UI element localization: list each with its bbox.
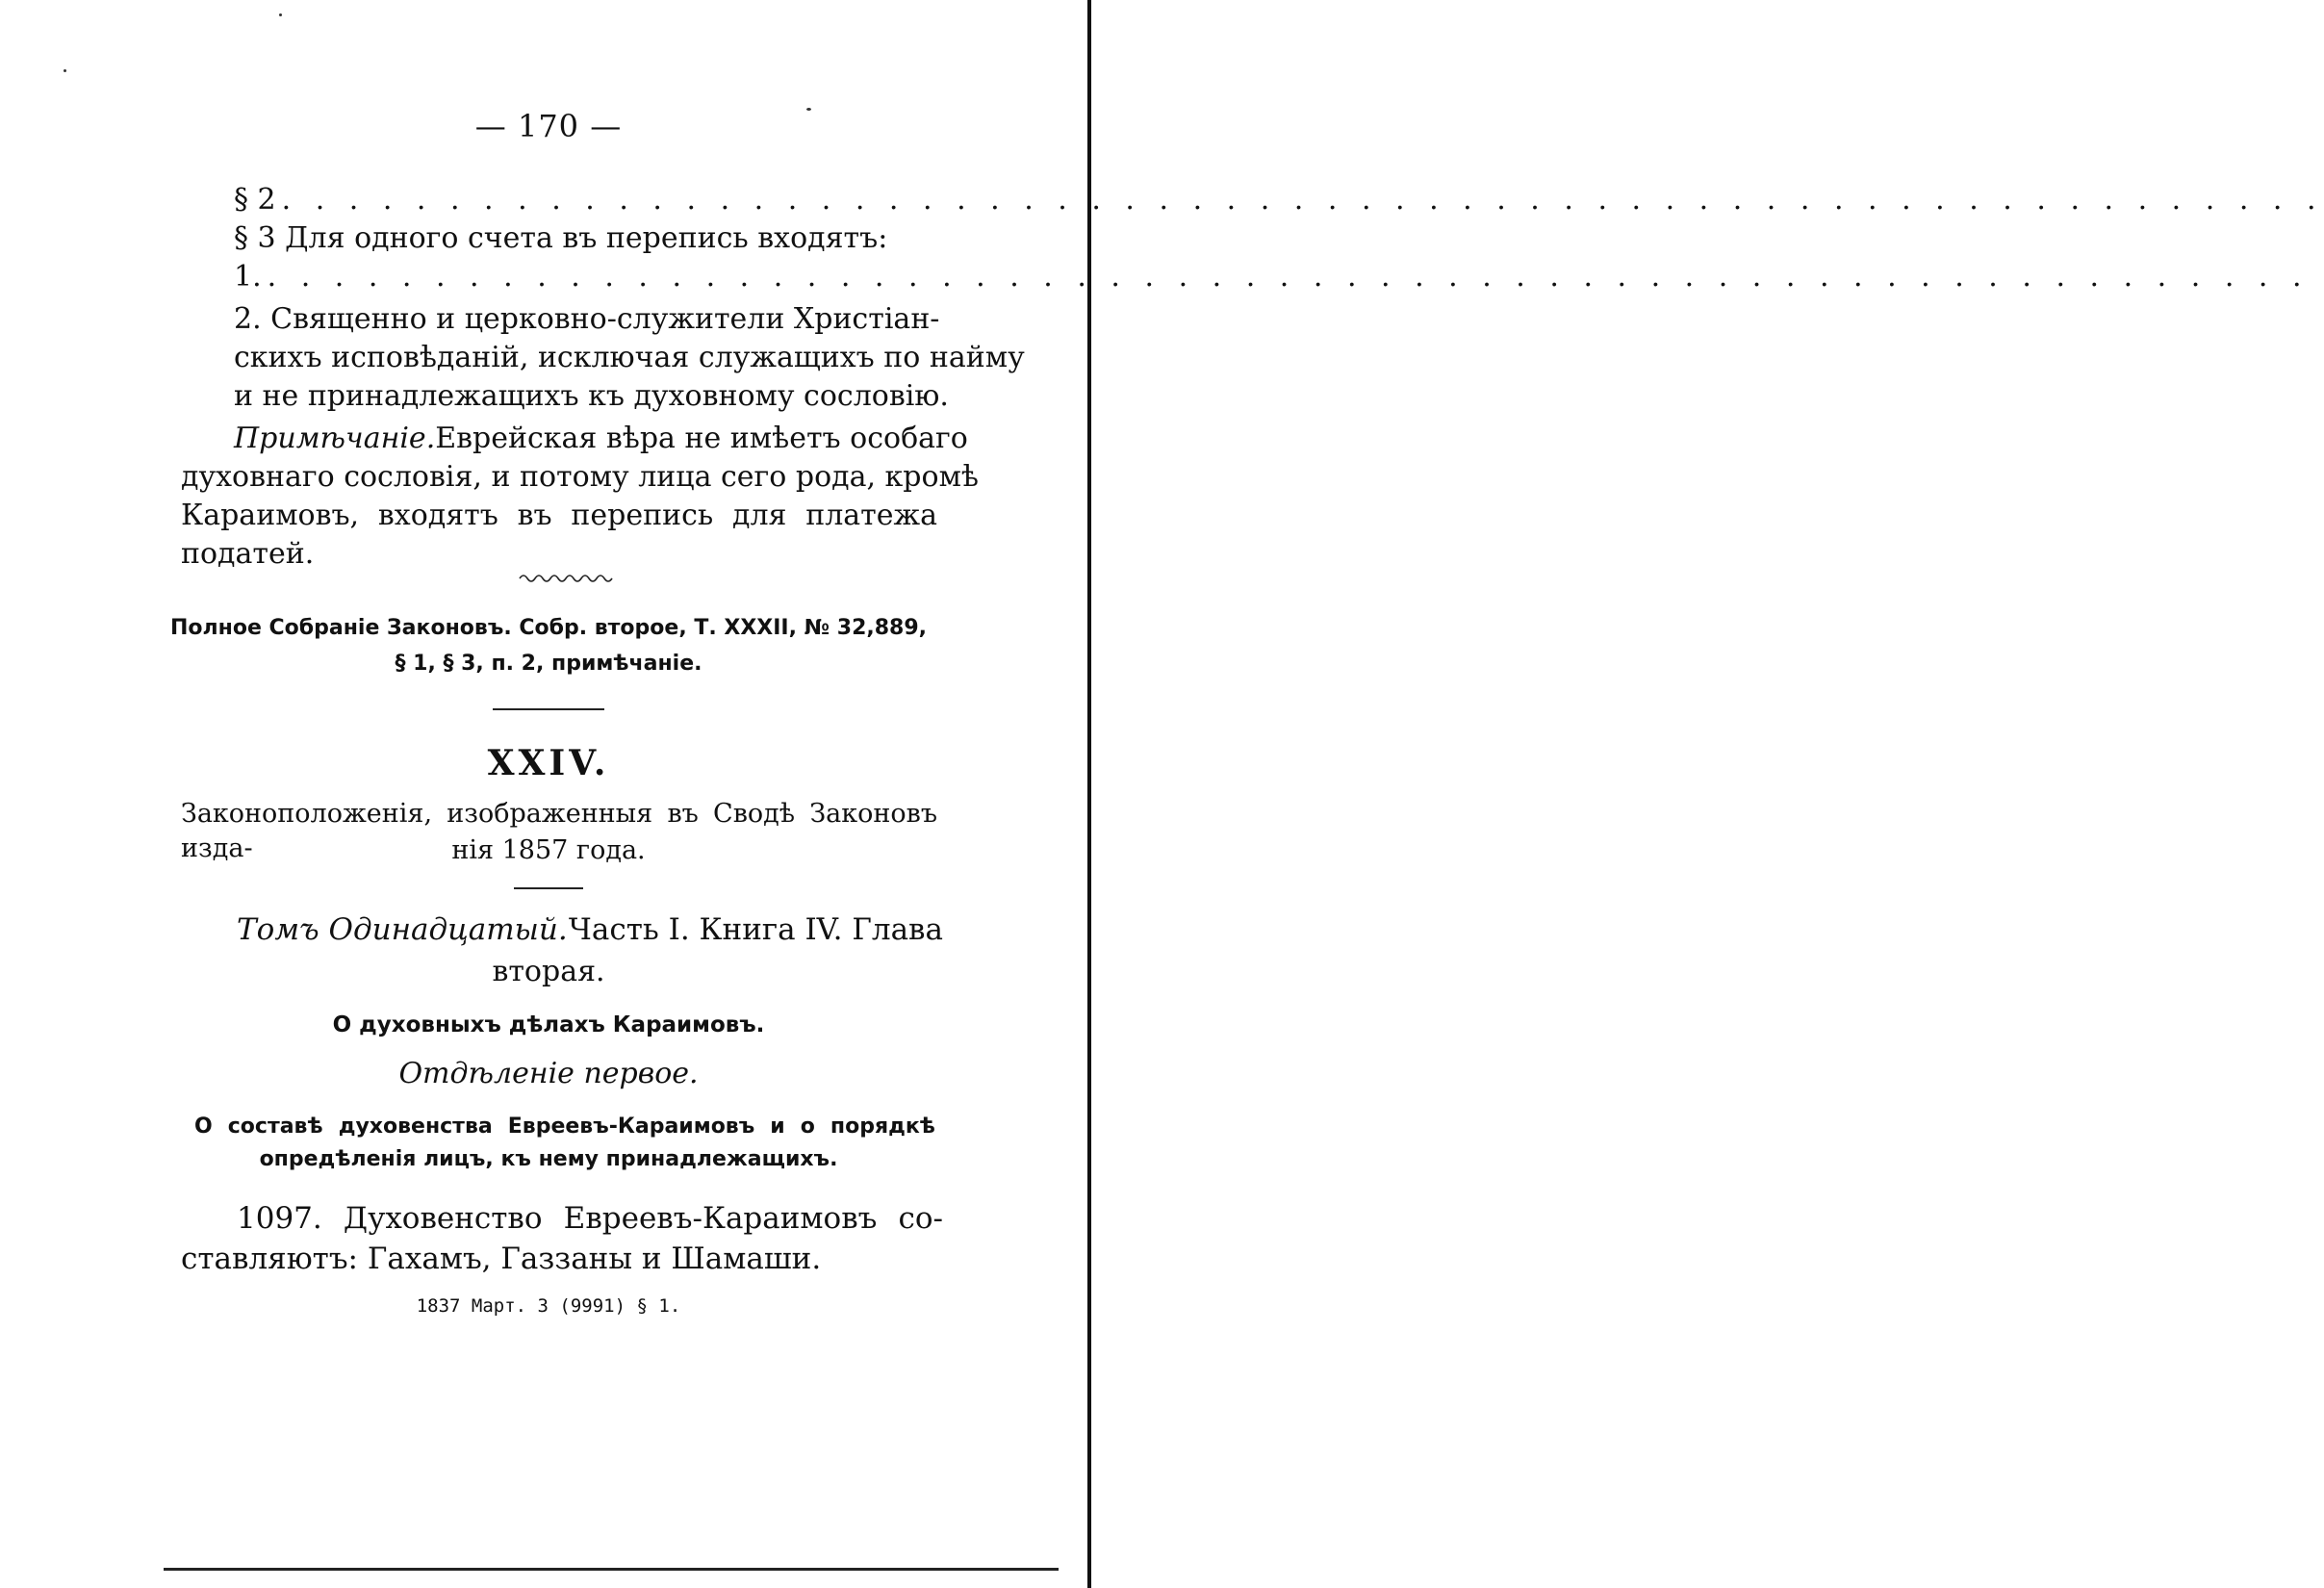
note-text: Еврейская вѣра не имѣетъ особаго	[435, 422, 968, 455]
note-line: духовнаго сословія, и потому лица сего рода, кромѣ	[181, 460, 979, 494]
source-citation-line: Полное Собраніе Законовъ. Собр. второе, Т. XXXII, № 32,889,	[169, 616, 928, 640]
wavy-divider	[520, 572, 612, 585]
subheading-line: опредѣленія лицъ, къ нему принадлежащихъ.	[259, 1147, 838, 1171]
subheading-line: О составѣ духовенства Евреевъ-Караимовъ и о порядкѣ	[194, 1114, 935, 1139]
item-2-line: скихъ исповѣданій, исключая служащихъ по найму	[234, 341, 1025, 374]
article-line: 1097. Духовенство Евреевъ-Караимовъ со-	[237, 1201, 943, 1236]
section-3-line: § 3 Для одного счета въ перепись входятъ:	[234, 221, 888, 255]
article-line: ставляютъ: Гахамъ, Газзаны и Шамаши.	[181, 1242, 822, 1276]
source-citation-line: § 1, § 3, п. 2, примѣчаніе.	[395, 652, 702, 676]
page-edge-bottom	[164, 1568, 1059, 1571]
section-2-lead: § 2	[234, 183, 276, 217]
scan-speck	[64, 69, 66, 72]
volume-line	[237, 910, 943, 949]
item-2-line: 2. Священно и церковно-служители Христіан-	[234, 302, 940, 336]
scan-speck	[279, 13, 282, 16]
item-1-line	[234, 258, 2310, 296]
item-1-lead: 1.	[234, 260, 262, 294]
divider-rule	[514, 887, 583, 889]
dot-leader: . . . . . . . . . . . . . . . . . . . . . . . . . . . . . . . . . . . . . . . . . . . . . . . . . . . . . . . . . . . . .	[281, 183, 2324, 217]
note-first-line	[234, 420, 968, 458]
page-edge-right	[1087, 0, 1091, 1588]
section-numeral: XXIV.	[487, 743, 610, 783]
note-label: Примѣчаніе.	[234, 422, 436, 455]
section-subtitle-line: Законоположенія, изображенныя въ Сводѣ Законовъ изда-	[181, 799, 937, 863]
volume-title: Томъ Одинадцатый.	[237, 912, 568, 947]
divider-rule	[493, 708, 604, 710]
section-subtitle-line: нія 1857 года.	[451, 835, 646, 865]
note-line: Караимовъ, входятъ въ перепись для платежа	[181, 499, 937, 532]
department-heading: Отдѣленіе первое.	[398, 1057, 699, 1090]
chapter-heading: О духовныхъ дѣлахъ Караимовъ.	[332, 1012, 765, 1037]
volume-line: вторая.	[492, 955, 605, 988]
note-line: податей.	[181, 537, 315, 571]
dot-leader: . . . . . . . . . . . . . . . . . . . . . . . . . . . . . . . . . . . . . . . . . . . . . . . . . . . . . . . . . . . . .	[267, 260, 2310, 294]
article-citation: 1837 Март. 3 (9991) § 1.	[416, 1295, 681, 1317]
page-number: — 170 —	[474, 108, 623, 144]
volume-part: Часть I. Книга IV. Глава	[568, 912, 943, 947]
item-2-line: и не принадлежащихъ къ духовному сословію.	[234, 379, 949, 413]
section-2-line	[234, 181, 2324, 219]
